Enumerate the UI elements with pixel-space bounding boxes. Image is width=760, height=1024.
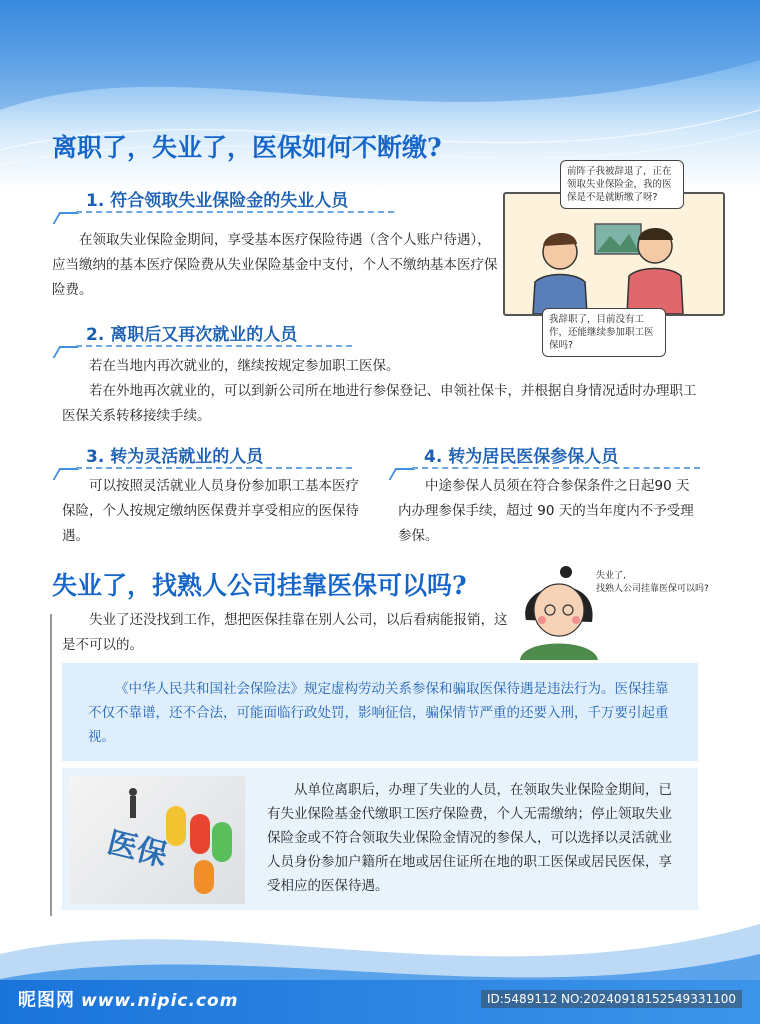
section-4-divider (412, 467, 700, 469)
section-2-title: 2. 离职后又再次就业的人员 (86, 325, 298, 345)
image-id-line: ID:5489112 NO:20240918152549331100 (481, 990, 742, 1008)
law-quote-text: 《中华人民共和国社会保险法》规定虚构劳动关系参保和骗取医保待遇是违法行为。医保挂靠不仅不靠谱，还不合法，可能面临行政处罚，影响征信，骗保情节严重的还要入刑，千万要引起重视。 (88, 681, 669, 745)
comic-speech-bubble-2: 我辞职了，目前没有工作，还能继续参加职工医保吗? (542, 308, 666, 357)
watermark (18, 986, 238, 1012)
section-3-text: 可以按照灵活就业人员身份参加职工基本医疗保险，个人按规定缴纳医保费并享受相应的医保待遇。 (62, 478, 359, 544)
section-4-title: 4. 转为居民医保参保人员 (424, 447, 619, 467)
section-3-divider (76, 467, 352, 469)
section-5-text: 失业了还没找到工作，想把医保挂靠在别人公司，以后看病能报销，这是不可以的。 (62, 612, 508, 653)
girl-speech-text (590, 566, 732, 600)
section-1-divider (76, 211, 394, 213)
page-title: 离职了，失业了，医保如何不断缴? (52, 133, 442, 162)
photo-label: 医保 (103, 825, 171, 874)
section-1-hook (53, 212, 80, 224)
section-3-title: 3. 转为灵活就业的人员 (86, 447, 264, 467)
section-2-text-1: 若在当地内再次就业的，继续按规定参加职工医保。 (89, 358, 400, 374)
section-5-left-rule (50, 614, 52, 916)
law-quote-box (62, 663, 698, 761)
watermark-brand: 昵图网 (18, 990, 75, 1011)
girl-speech-line-2: 找熟人公司挂靠医保可以吗? (596, 584, 709, 594)
section-1-text: 在领取失业保险金期间，享受基本医疗保险待遇（含个人账户待遇），应当缴纳的基本医疗保险费从失业保险基金中支付，个人不缴纳基本医疗保险费。 (52, 232, 498, 298)
info-text: 从单位离职后，办理了失业的人员，在领取失业保险金期间，已有失业保险基金代缴职工医疗保险费，个人无需缴纳；停止领取失业保险金或不符合领取失业保险金情况的参保人，可以选择以灵活就业人员身份参加户籍所在地或居住证所在地的职工医保或居民医保，享受相应的医保待遇。 (267, 782, 672, 894)
section-5-title: 失业了，找熟人公司挂靠医保可以吗? (52, 571, 467, 600)
section-4-text: 中途参保人员须在符合参保条件之日起90 天内办理参保手续，超过 90 天的当年度内不予受理参保。 (398, 478, 694, 544)
section-1-title: 1. 符合领取失业保险金的失业人员 (86, 191, 349, 211)
comic-speech-bubble-1: 前阵子我被辞退了，正在领取失业保险金，我的医保是不是就断缴了呀? (560, 160, 684, 209)
watermark-url: www.nipic.com (81, 991, 239, 1011)
section-2-text-2: 若在外地再次就业的，可以到新公司所在地进行参保登记、申领社保卡，并根据自身情况适时办理职工医保关系转移接续手续。 (62, 383, 697, 424)
comic-illustration (503, 192, 725, 316)
girl-speech-line-1: 失业了, (596, 571, 626, 581)
comic-people-icon (505, 194, 723, 314)
section-2-divider (76, 345, 352, 347)
